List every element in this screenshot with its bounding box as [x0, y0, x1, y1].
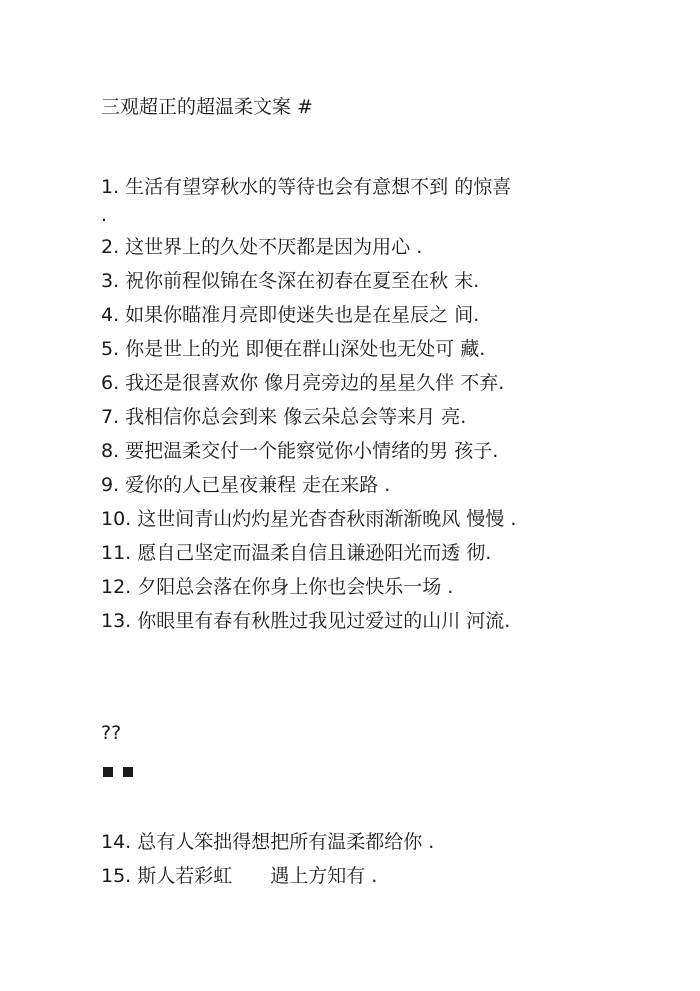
list-item-continuation: .	[101, 204, 108, 226]
list-item: 12. 夕阳总会落在你身上你也会快乐一场 .	[101, 576, 454, 598]
quote-list	[101, 170, 661, 638]
list-item: 9. 爱你的人已星夜兼程 走在来路 .	[101, 474, 391, 496]
list-item: 8. 要把温柔交付一个能察觉你小情绪的男 孩子.	[101, 440, 499, 462]
list-item: 10. 这世间青山灼灼星光杳杳秋雨渐渐晚风 慢慢 .	[101, 508, 517, 530]
question-marks: ??	[101, 722, 122, 744]
square-icon	[123, 767, 133, 777]
list-item: 6. 我还是很喜欢你 像月亮旁边的星星久伴 不弃.	[101, 372, 505, 394]
square-icon	[103, 767, 113, 777]
page-title: 三观超正的超温柔文案 #	[101, 96, 313, 118]
list-item: 2. 这世界上的久处不厌都是因为用心 .	[101, 236, 423, 258]
list-item: 1. 生活有望穿秋水的等待也会有意想不到 的惊喜	[101, 176, 512, 198]
list-item: 15. 斯人若彩虹 遇上方知有 .	[101, 865, 378, 887]
quote-list-continued	[101, 825, 661, 893]
list-item: 14. 总有人笨拙得想把所有温柔都给你 .	[101, 831, 435, 853]
list-item: 4. 如果你瞄准月亮即使迷失也是在星辰之 间.	[101, 304, 480, 326]
list-item: 7. 我相信你总会到来 像云朵总会等来月 亮.	[101, 406, 467, 428]
list-item: 3. 祝你前程似锦在冬深在初春在夏至在秋 末.	[101, 270, 480, 292]
list-item: 11. 愿自己坚定而温柔自信且谦逊阳光而透 彻.	[101, 542, 492, 564]
list-item: 5. 你是世上的光 即便在群山深处也无处可 藏.	[101, 338, 486, 360]
list-item: 13. 你眼里有春有秋胜过我见过爱过的山川 河流.	[101, 610, 511, 632]
square-bullets	[103, 767, 133, 777]
